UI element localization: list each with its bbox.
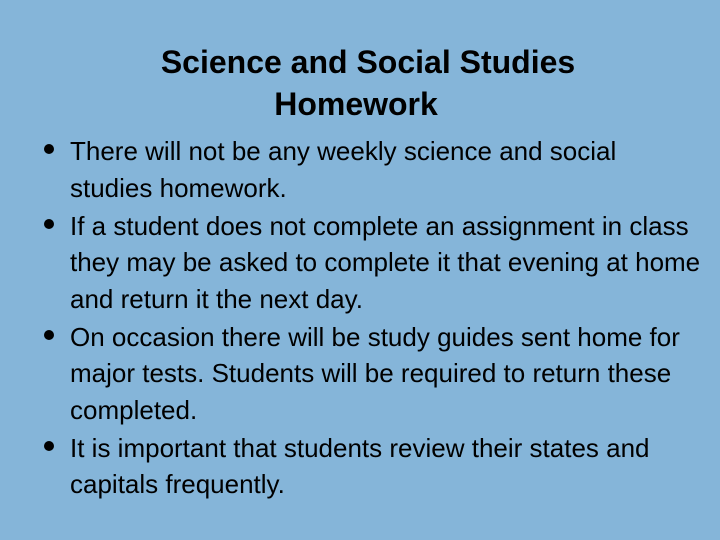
bullet-item [44,319,704,429]
bullet-dot-icon [44,441,54,451]
bullet-text: There will not be any weekly science and social studies homework. [70,136,617,203]
bullet-item [44,430,704,503]
bullet-dot-icon [44,144,54,154]
bullet-text: It is important that students review their states and capitals frequently. [70,432,650,499]
bullet-text: If a student does not complete an assignment in class they may be asked to complete it that evening at home and return it the next day. [70,210,701,314]
title-line-1: Science and Social Studies [160,44,576,81]
bullet-dot-icon [44,330,54,340]
bullet-dot-icon [44,219,54,229]
bullet-text: On occasion there will be study guides sent home for major tests. Students will be required to return these completed. [70,321,680,425]
bullet-list [44,133,704,504]
title-line-2: Homework [274,86,438,123]
bullet-item [44,133,704,206]
slide-title [0,41,720,125]
bullet-item [44,208,704,318]
